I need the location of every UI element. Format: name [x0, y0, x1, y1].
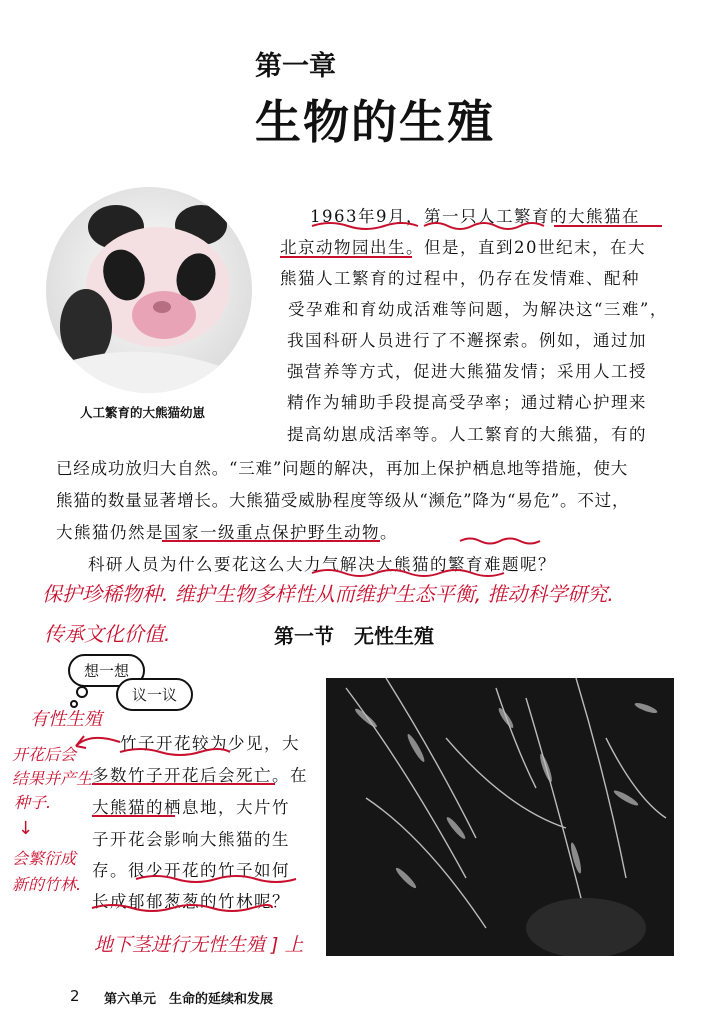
- intro-line: 已经成功放归大自然。“三难”问题的解决，再加上保护栖息地等措施，使大: [56, 459, 629, 478]
- bamboo-line: 存。很少开花的竹子如何: [92, 861, 290, 880]
- chapter-title: 生物的生殖: [255, 95, 495, 149]
- intro-line: 1963年9月，第一只人工繁育的大熊猫在: [310, 207, 640, 226]
- bamboo-line: 大熊猫的栖息地，大片竹: [92, 798, 290, 817]
- intro-line: 北京动物园出生。但是，直到20世纪末，在大: [280, 238, 646, 257]
- intro-line: 受孕难和育幼成活难等问题，为解决这“三难”，: [288, 300, 668, 319]
- handwritten-answer: 传承文化价值.: [44, 622, 171, 646]
- intro-line: 我国科研人员进行了不邂探索。例如，通过加: [287, 331, 647, 350]
- bamboo-line: 子开花会影响大熊猫的生: [92, 830, 290, 849]
- bamboo-underlines: [0, 740, 320, 920]
- photo-caption: 人工繁育的大熊猫幼崽: [80, 405, 206, 420]
- handwritten-note: ↓: [18, 818, 34, 839]
- discuss-bubble: 议一议: [116, 678, 193, 711]
- chapter-label: 第一章: [255, 51, 336, 82]
- intro-line: 大熊猫仍然是国家一级重点保护野生动物。: [56, 523, 398, 542]
- intro-line: 提高幼崽成活率等。人工繁育的大熊猫，有的: [287, 425, 647, 444]
- intro-line: 精作为辅助手段提高受孕率；通过精心护理来: [287, 393, 647, 412]
- bamboo-line: 长成郁郁葱葱的竹林呢？: [92, 892, 290, 911]
- handwritten-note: 有性生殖: [30, 709, 102, 730]
- bamboo-line: 竹子开花较为少见，大: [120, 734, 300, 753]
- handwritten-note: 新的竹林.: [12, 875, 82, 894]
- handwritten-note: 结果并产生: [12, 769, 93, 788]
- think-bubble: 想一想: [68, 654, 145, 687]
- footer-unit: 第六单元 生命的延续和发展: [104, 992, 274, 1007]
- section-title: 第一节 无性生殖: [274, 624, 434, 648]
- intro-line: 熊猫的数量显著增长。大熊猫受威胁程度等级从“濒危”降为“易危”。不过，: [56, 491, 630, 510]
- handwritten-note: 开花后会: [12, 745, 77, 764]
- intro-question: 科研人员为什么要花这么大力气解决大熊猫的繁育难题呢？: [88, 555, 556, 574]
- handwritten-note: 地下茎进行无性生殖 ] 上: [94, 934, 304, 956]
- page-number: 2: [70, 987, 80, 1005]
- handwritten-note: 种子.: [14, 793, 52, 812]
- intro-line: 熊猫人工繁育的过程中，仍存在发情难、配种: [280, 269, 640, 288]
- handwritten-answer: 保护珍稀物种. 维护生物多样性从而维护生态平衡, 推动科学研究.: [42, 582, 614, 606]
- handwritten-note: 会繁衍成: [12, 849, 77, 868]
- intro-line: 强营养等方式，促进大熊猫发情；采用人工授: [287, 362, 647, 381]
- bamboo-photo: [326, 678, 674, 956]
- bamboo-line: 多数竹子开花后会死亡。在: [92, 766, 308, 785]
